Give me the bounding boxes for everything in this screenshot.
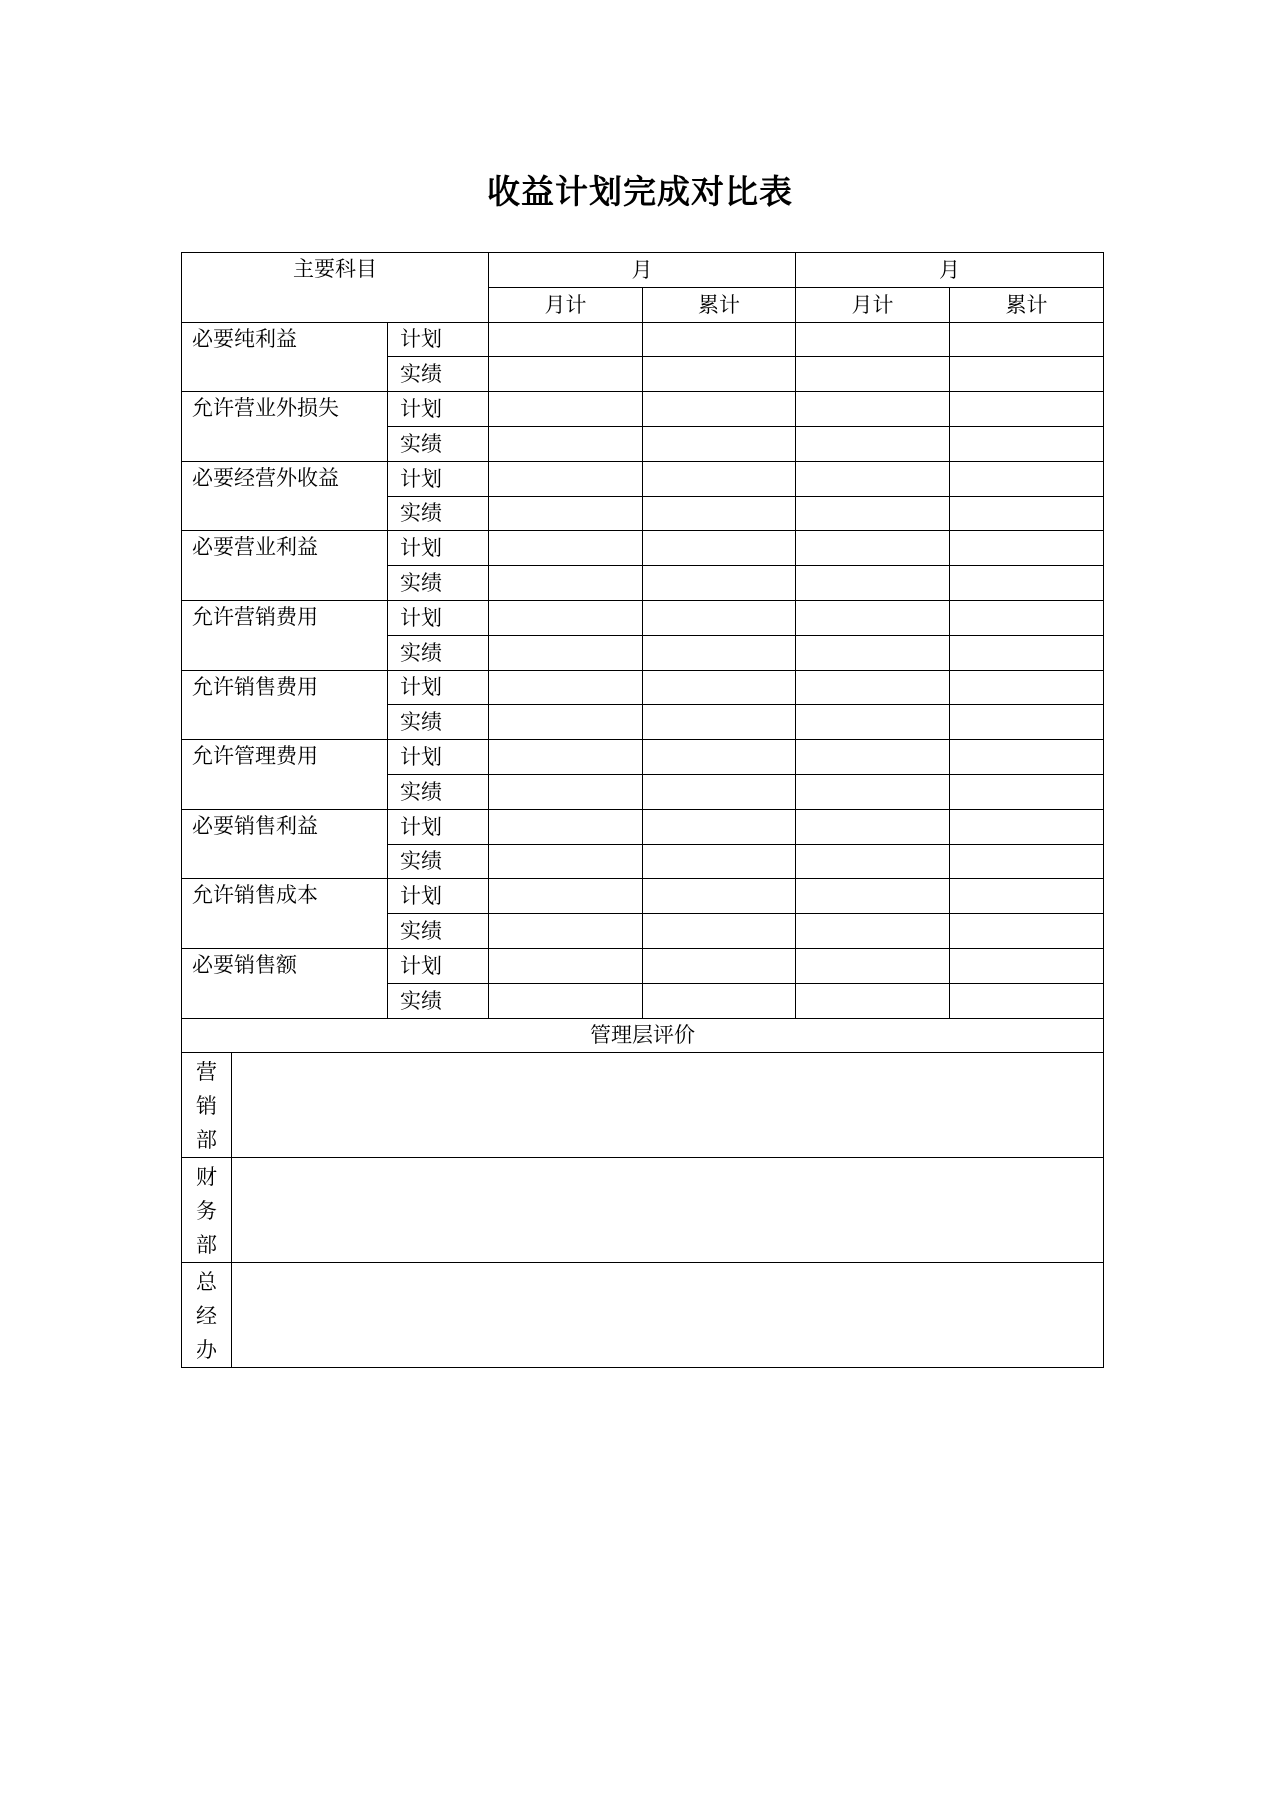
plan-cumulative-1-cell[interactable] <box>643 600 796 635</box>
plan-month-total-1-cell[interactable] <box>489 948 643 983</box>
plan-cumulative-1-cell[interactable] <box>643 809 796 844</box>
plan-month-total-1-cell[interactable] <box>489 531 643 566</box>
plan-label: 计划 <box>388 670 489 705</box>
plan-label: 计划 <box>388 322 489 357</box>
plan-month-total-1-cell[interactable] <box>489 392 643 427</box>
comparison-table <box>181 252 1104 1368</box>
subject-label: 必要经营外收益 <box>182 461 388 531</box>
plan-month-total-1-cell[interactable] <box>489 600 643 635</box>
plan-label: 计划 <box>388 461 489 496</box>
actual-label: 实绩 <box>388 635 489 670</box>
department-comment-area[interactable] <box>232 1053 1103 1157</box>
evaluation-row <box>182 1053 1104 1158</box>
evaluation-cell <box>182 1053 1104 1158</box>
plan-label: 计划 <box>388 879 489 914</box>
plan-month-total-1-cell[interactable] <box>489 670 643 705</box>
actual-month-total-1-cell[interactable] <box>489 914 643 949</box>
header-subject: 主要科目 <box>182 253 489 323</box>
department-label <box>182 1263 232 1367</box>
actual-cumulative-2-cell[interactable] <box>950 635 1104 670</box>
evaluation-row <box>182 1263 1104 1368</box>
header-month-2: 月 <box>796 253 1104 288</box>
actual-cumulative-1-cell[interactable] <box>643 426 796 461</box>
actual-cumulative-2-cell[interactable] <box>950 844 1104 879</box>
plan-month-total-2-cell[interactable] <box>796 392 950 427</box>
actual-label: 实绩 <box>388 426 489 461</box>
department-char: 经 <box>196 1304 217 1329</box>
actual-cumulative-2-cell[interactable] <box>950 774 1104 809</box>
actual-month-total-2-cell[interactable] <box>796 496 950 531</box>
actual-month-total-1-cell[interactable] <box>489 496 643 531</box>
actual-cumulative-2-cell[interactable] <box>950 496 1104 531</box>
table-row <box>182 600 1104 635</box>
evaluation-header-row <box>182 1018 1104 1053</box>
table-row <box>182 740 1104 775</box>
actual-cumulative-2-cell[interactable] <box>950 983 1104 1018</box>
subject-label: 允许管理费用 <box>182 740 388 810</box>
actual-month-total-2-cell[interactable] <box>796 357 950 392</box>
header-month-1: 月 <box>489 253 796 288</box>
plan-month-total-1-cell[interactable] <box>489 740 643 775</box>
plan-month-total-2-cell[interactable] <box>796 670 950 705</box>
plan-label: 计划 <box>388 948 489 983</box>
plan-cumulative-1-cell[interactable] <box>643 948 796 983</box>
plan-label: 计划 <box>388 531 489 566</box>
plan-cumulative-1-cell[interactable] <box>643 461 796 496</box>
actual-label: 实绩 <box>388 774 489 809</box>
actual-month-total-1-cell[interactable] <box>489 635 643 670</box>
actual-label: 实绩 <box>388 566 489 601</box>
header-month-total-1: 月计 <box>489 287 643 322</box>
plan-cumulative-1-cell[interactable] <box>643 322 796 357</box>
actual-cumulative-1-cell[interactable] <box>643 496 796 531</box>
header-cumulative-1: 累计 <box>643 287 796 322</box>
department-char: 销 <box>196 1094 217 1119</box>
actual-cumulative-2-cell[interactable] <box>950 426 1104 461</box>
evaluation-row <box>182 1158 1104 1263</box>
actual-month-total-1-cell[interactable] <box>489 426 643 461</box>
plan-month-total-2-cell[interactable] <box>796 531 950 566</box>
plan-month-total-2-cell[interactable] <box>796 879 950 914</box>
actual-cumulative-2-cell[interactable] <box>950 357 1104 392</box>
department-label <box>182 1158 232 1262</box>
department-comment-area[interactable] <box>232 1263 1103 1367</box>
header-month-total-2: 月计 <box>796 287 950 322</box>
department-char: 总 <box>196 1270 217 1295</box>
actual-cumulative-2-cell[interactable] <box>950 914 1104 949</box>
actual-label: 实绩 <box>388 496 489 531</box>
department-char: 办 <box>196 1338 217 1363</box>
department-char: 部 <box>196 1128 217 1153</box>
table-row <box>182 531 1104 566</box>
evaluation-cell <box>182 1263 1104 1368</box>
header-cumulative-2: 累计 <box>950 287 1104 322</box>
actual-month-total-1-cell[interactable] <box>489 357 643 392</box>
actual-month-total-2-cell[interactable] <box>796 705 950 740</box>
actual-cumulative-1-cell[interactable] <box>643 705 796 740</box>
plan-cumulative-2-cell[interactable] <box>950 740 1104 775</box>
actual-month-total-1-cell[interactable] <box>489 705 643 740</box>
department-label <box>182 1053 232 1157</box>
actual-month-total-2-cell[interactable] <box>796 983 950 1018</box>
actual-cumulative-1-cell[interactable] <box>643 844 796 879</box>
evaluation-cell <box>182 1158 1104 1263</box>
plan-cumulative-1-cell[interactable] <box>643 879 796 914</box>
actual-label: 实绩 <box>388 983 489 1018</box>
subject-label: 允许销售费用 <box>182 670 388 740</box>
subject-label: 必要销售利益 <box>182 809 388 879</box>
actual-label: 实绩 <box>388 844 489 879</box>
table-row <box>182 670 1104 705</box>
actual-cumulative-1-cell[interactable] <box>643 774 796 809</box>
department-char: 部 <box>196 1233 217 1258</box>
plan-cumulative-1-cell[interactable] <box>643 392 796 427</box>
actual-month-total-1-cell[interactable] <box>489 844 643 879</box>
plan-month-total-2-cell[interactable] <box>796 948 950 983</box>
actual-month-total-2-cell[interactable] <box>796 635 950 670</box>
subject-label: 允许营业外损失 <box>182 392 388 462</box>
plan-month-total-2-cell[interactable] <box>796 461 950 496</box>
plan-label: 计划 <box>388 392 489 427</box>
actual-month-total-1-cell[interactable] <box>489 983 643 1018</box>
header-row-1 <box>182 253 1104 288</box>
actual-cumulative-1-cell[interactable] <box>643 635 796 670</box>
actual-label: 实绩 <box>388 914 489 949</box>
plan-cumulative-2-cell[interactable] <box>950 600 1104 635</box>
department-char: 财 <box>196 1165 217 1190</box>
subject-label: 必要营业利益 <box>182 531 388 601</box>
plan-cumulative-2-cell[interactable] <box>950 670 1104 705</box>
plan-cumulative-2-cell[interactable] <box>950 879 1104 914</box>
actual-month-total-2-cell[interactable] <box>796 566 950 601</box>
actual-cumulative-1-cell[interactable] <box>643 983 796 1018</box>
page-title: 收益计划完成对比表 <box>487 172 793 211</box>
actual-month-total-2-cell[interactable] <box>796 426 950 461</box>
plan-month-total-1-cell[interactable] <box>489 809 643 844</box>
evaluation-title: 管理层评价 <box>182 1018 1104 1053</box>
department-comment-area[interactable] <box>232 1158 1103 1262</box>
actual-month-total-2-cell[interactable] <box>796 844 950 879</box>
plan-month-total-2-cell[interactable] <box>796 809 950 844</box>
subject-label: 允许营销费用 <box>182 600 388 670</box>
plan-month-total-2-cell[interactable] <box>796 740 950 775</box>
subject-label: 允许销售成本 <box>182 879 388 949</box>
actual-cumulative-1-cell[interactable] <box>643 914 796 949</box>
actual-month-total-1-cell[interactable] <box>489 566 643 601</box>
department-char: 务 <box>196 1199 217 1224</box>
plan-cumulative-2-cell[interactable] <box>950 322 1104 357</box>
actual-label: 实绩 <box>388 705 489 740</box>
plan-month-total-2-cell[interactable] <box>796 322 950 357</box>
plan-month-total-2-cell[interactable] <box>796 600 950 635</box>
actual-cumulative-2-cell[interactable] <box>950 705 1104 740</box>
plan-month-total-1-cell[interactable] <box>489 461 643 496</box>
plan-cumulative-2-cell[interactable] <box>950 392 1104 427</box>
department-char: 营 <box>196 1060 217 1085</box>
subject-label: 必要销售额 <box>182 948 388 1018</box>
table-row <box>182 322 1104 357</box>
plan-label: 计划 <box>388 740 489 775</box>
actual-cumulative-2-cell[interactable] <box>950 566 1104 601</box>
plan-cumulative-2-cell[interactable] <box>950 809 1104 844</box>
plan-cumulative-2-cell[interactable] <box>950 461 1104 496</box>
plan-cumulative-1-cell[interactable] <box>643 670 796 705</box>
actual-month-total-1-cell[interactable] <box>489 774 643 809</box>
actual-month-total-2-cell[interactable] <box>796 914 950 949</box>
table-row <box>182 948 1104 983</box>
plan-cumulative-2-cell[interactable] <box>950 948 1104 983</box>
plan-cumulative-1-cell[interactable] <box>643 740 796 775</box>
table-row <box>182 879 1104 914</box>
table-row <box>182 392 1104 427</box>
plan-label: 计划 <box>388 600 489 635</box>
actual-month-total-2-cell[interactable] <box>796 774 950 809</box>
actual-cumulative-1-cell[interactable] <box>643 357 796 392</box>
actual-cumulative-1-cell[interactable] <box>643 566 796 601</box>
subject-label: 必要纯利益 <box>182 322 388 392</box>
plan-month-total-1-cell[interactable] <box>489 879 643 914</box>
plan-cumulative-1-cell[interactable] <box>643 531 796 566</box>
table-row <box>182 809 1104 844</box>
plan-month-total-1-cell[interactable] <box>489 322 643 357</box>
table-row <box>182 461 1104 496</box>
plan-label: 计划 <box>388 809 489 844</box>
actual-label: 实绩 <box>388 357 489 392</box>
plan-cumulative-2-cell[interactable] <box>950 531 1104 566</box>
